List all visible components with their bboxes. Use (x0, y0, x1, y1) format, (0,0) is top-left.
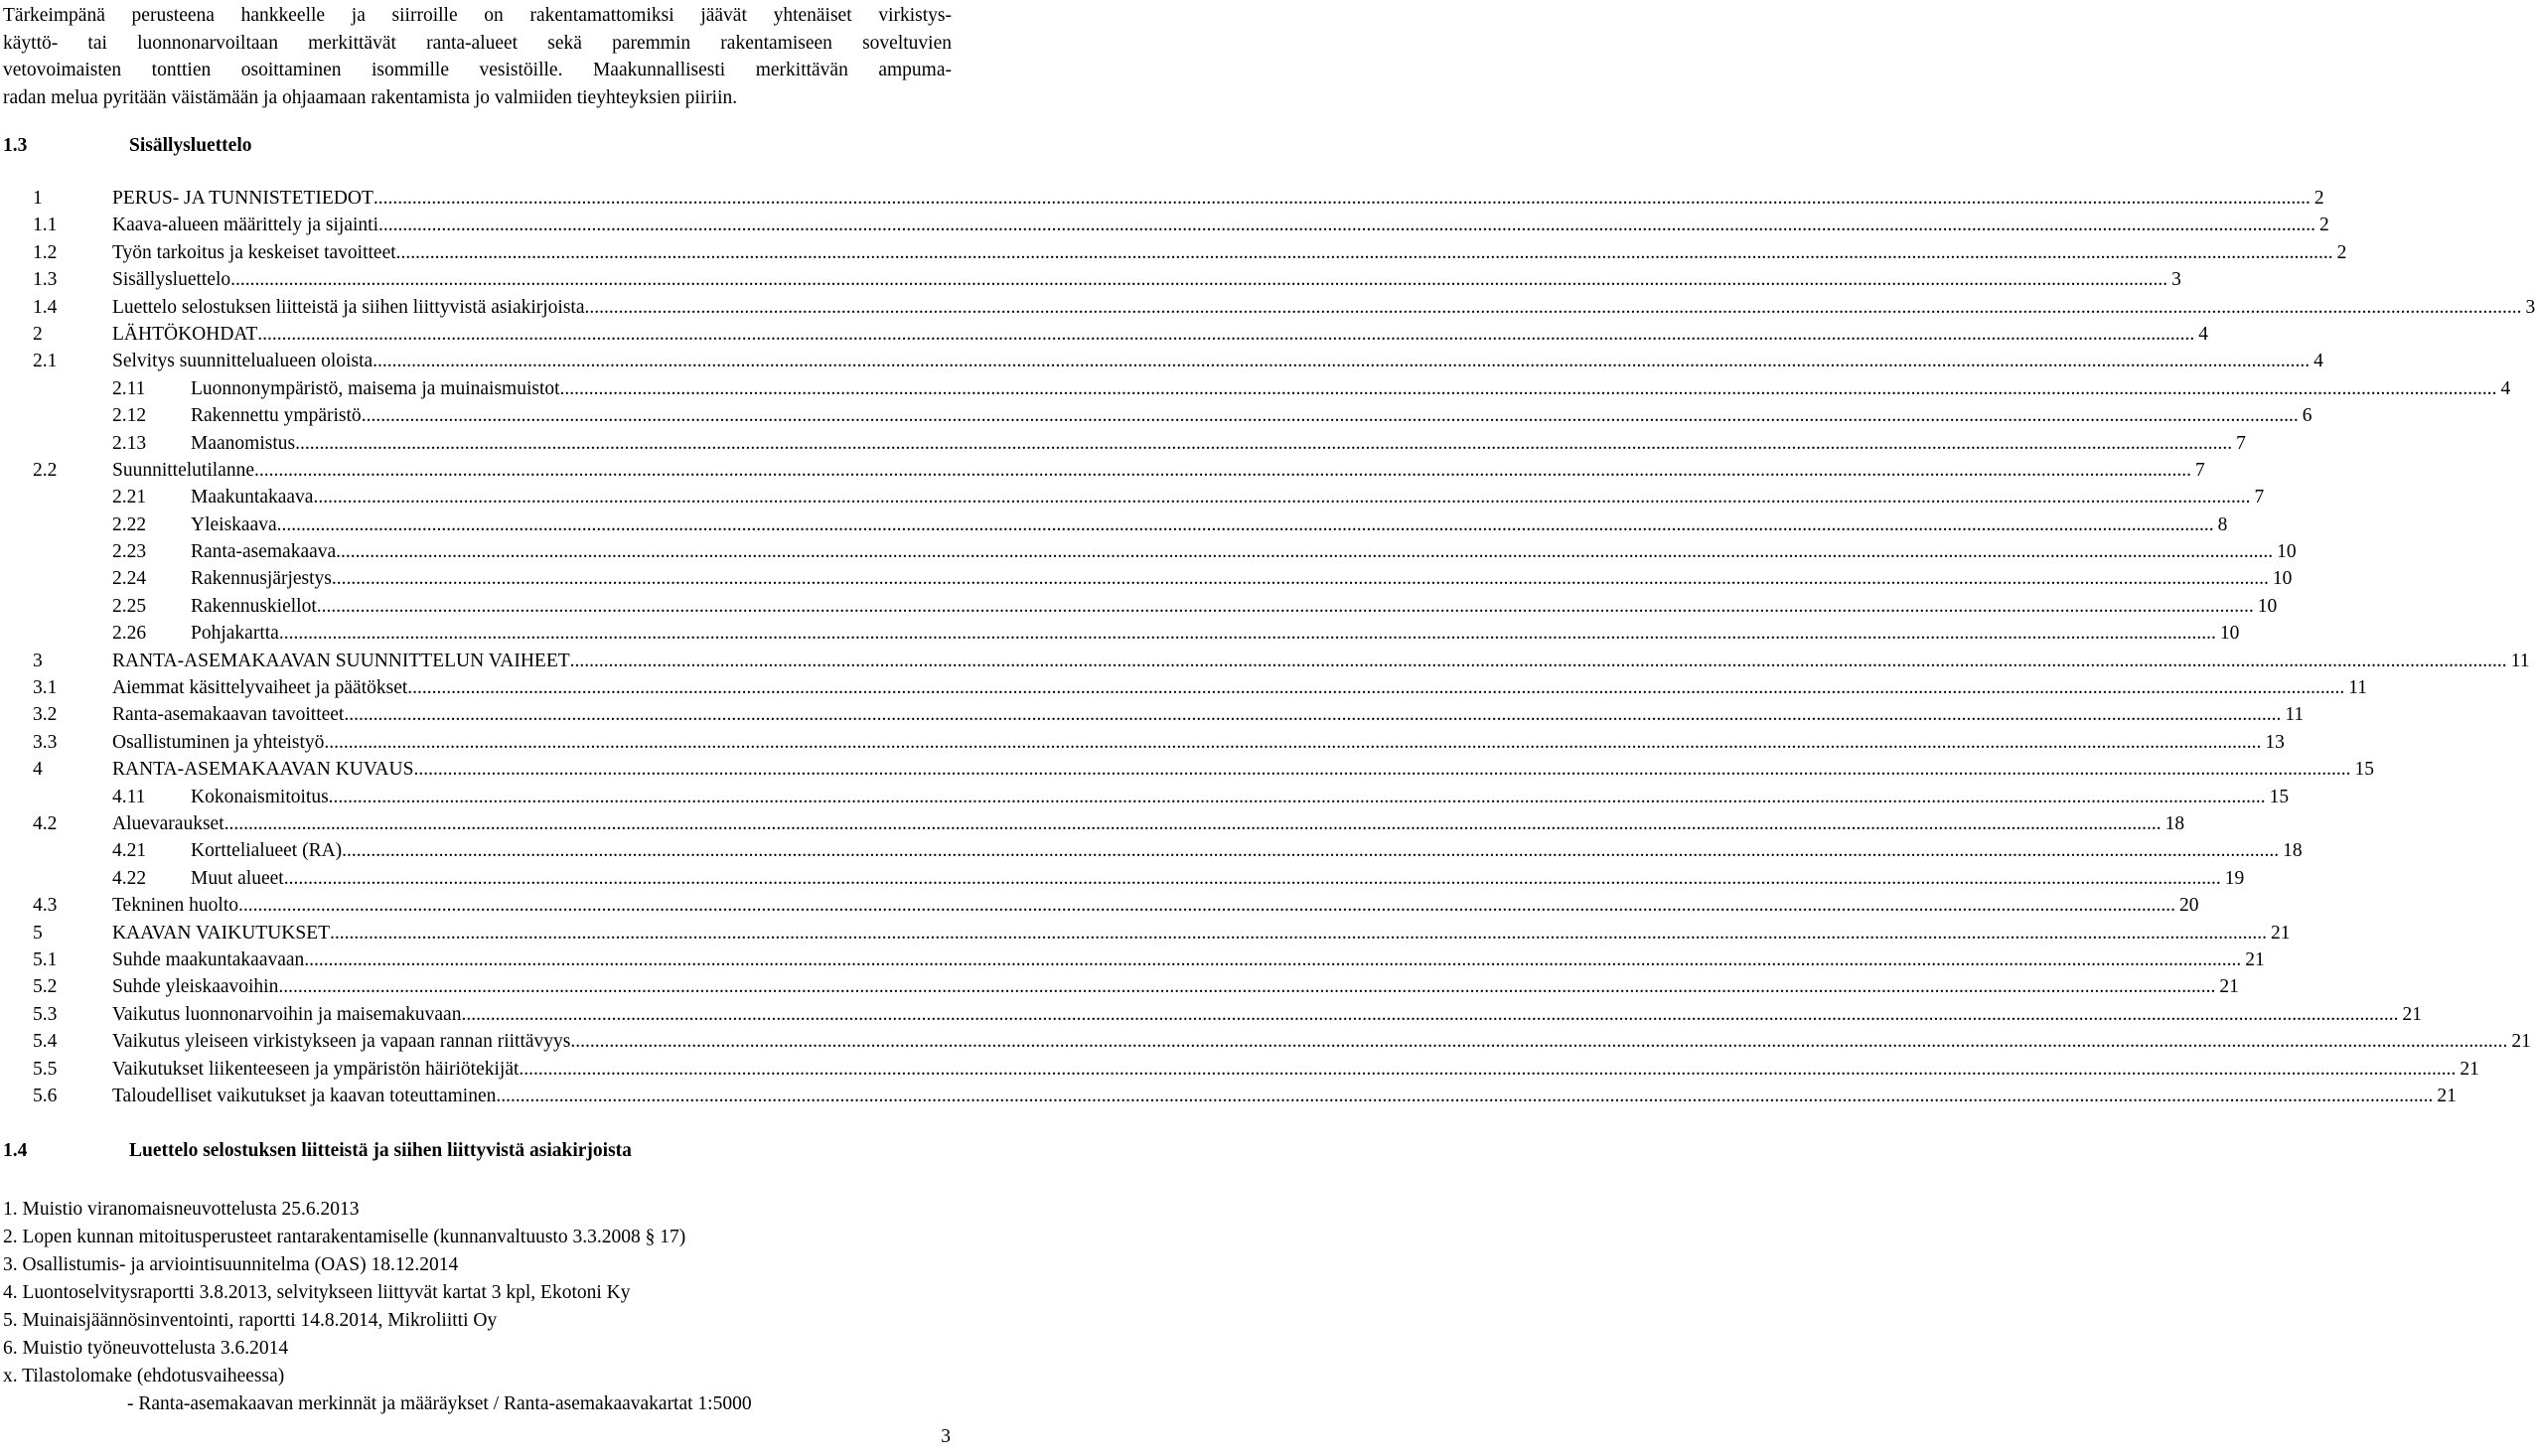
toc-entry-page: 4 (2497, 375, 2511, 402)
toc-entry-number: 2.21 (112, 487, 147, 509)
toc-entry-number: 5.3 (33, 1003, 58, 1025)
appendix-item: x. Tilastolomake (ehdotusvaiheessa) (3, 1366, 285, 1386)
toc-entry-number: 2.26 (112, 623, 147, 645)
toc-entry-title: Kokonaismitoitus (191, 784, 329, 810)
toc-entry (0, 756, 2374, 783)
toc-leader-dots: ................................................................................................................................................................................................................................................................................................................................................................................................................ (361, 405, 2299, 427)
toc-entry (0, 266, 2181, 293)
toc-entry-line (191, 402, 2312, 429)
toc-entry-line (112, 321, 2208, 348)
appendix-item: 5. Muinaisjäännösinventointi, raportti 14.8.2014, Mikroliitti Oy (3, 1310, 498, 1331)
toc-leader-dots: ................................................................................................................................................................................................................................................................................................................................................................................................................ (253, 459, 2191, 481)
page-number: 3 (941, 1426, 951, 1447)
toc-entry-title: Vaikutus luonnonarvoihin ja maisemakuvaan (112, 1001, 461, 1028)
toc-entry-number: 2.13 (112, 432, 147, 454)
toc-entry-page: 10 (2269, 565, 2293, 592)
toc-entry-title: Maanomistus (191, 430, 295, 457)
toc-entry-title: RANTA-ASEMAKAAVAN KUVAUS (112, 756, 413, 783)
toc-entry-title: Suunnittelutilanne (112, 457, 254, 484)
toc-entry (0, 185, 2324, 212)
toc-entry-line (191, 430, 2246, 457)
intro-line: Tärkeimpänä perusteena hankkeelle ja siirroille on rakentamattomiksi jäävät yhtenäiset virkistys- (3, 5, 952, 26)
toc-entry-page: 2 (2333, 239, 2347, 266)
toc-entry-number: 5.4 (33, 1031, 58, 1053)
toc-entry (0, 729, 2285, 756)
toc-entry-page: 11 (2344, 674, 2367, 701)
toc-entry-page: 21 (2398, 1001, 2422, 1028)
toc-leader-dots: ................................................................................................................................................................................................................................................................................................................................................................................................................ (316, 595, 2254, 617)
toc-entry-page: 3 (2167, 266, 2181, 293)
toc-entry-page: 18 (2162, 810, 2185, 837)
intro-line: vetovoimaisten tonttien osoittaminen isommille vesistöille. Maakunnallisesti merkittävän ampuma- (3, 60, 952, 80)
toc-entry (0, 457, 2205, 484)
toc-entry-number: 2 (33, 323, 43, 345)
toc-entry-number: 2.11 (112, 377, 146, 399)
toc-entry-line (112, 648, 2530, 674)
toc-leader-dots: ................................................................................................................................................................................................................................................................................................................................................................................................................ (413, 759, 2351, 781)
toc-entry (0, 565, 2293, 592)
toc-entry-line (112, 946, 2265, 973)
toc-entry-number: 1 (33, 188, 43, 209)
toc-leader-dots: ................................................................................................................................................................................................................................................................................................................................................................................................................ (278, 623, 2216, 645)
toc-leader-dots: ................................................................................................................................................................................................................................................................................................................................................................................................................ (324, 731, 2262, 753)
toc-entry (0, 973, 2239, 1000)
appendix-heading-number: 1.4 (3, 1140, 28, 1161)
toc-entry-title: LÄHTÖKOHDAT (112, 321, 257, 348)
toc-entry (0, 538, 2297, 565)
toc-entry-page: 2 (2311, 185, 2324, 212)
toc-entry (0, 239, 2347, 266)
toc-entry-title: Muut alueet (191, 865, 284, 892)
toc-entry-line (191, 784, 2290, 810)
toc-entry-page: 10 (2216, 620, 2240, 647)
toc-entry-title: Rakennusjärjestys (191, 565, 332, 592)
toc-leader-dots: ................................................................................................................................................................................................................................................................................................................................................................................................................ (295, 432, 2233, 454)
toc-entry-page: 18 (2279, 837, 2303, 864)
toc-entry-number: 1.1 (33, 215, 58, 236)
toc-leader-dots: ................................................................................................................................................................................................................................................................................................................................................................................................................ (278, 976, 2216, 998)
toc-entry (0, 620, 2240, 647)
toc-leader-dots: ................................................................................................................................................................................................................................................................................................................................................................................................................ (395, 241, 2333, 263)
toc-entry (0, 1028, 2531, 1055)
toc-entry-page: 21 (2267, 920, 2291, 946)
toc-entry-number: 4.3 (33, 895, 58, 917)
toc-entry-title: Sisällysluettelo (112, 266, 230, 293)
toc-leader-dots: ................................................................................................................................................................................................................................................................................................................................................................................................................ (584, 296, 2522, 318)
toc-leader-dots: ................................................................................................................................................................................................................................................................................................................................................................................................................ (331, 568, 2269, 590)
toc-leader-dots: ................................................................................................................................................................................................................................................................................................................................................................................................................ (342, 840, 2280, 862)
toc-entry-line (191, 375, 2511, 402)
intro-line: radan melua pyritään väistämään ja ohjaamaan rakentamista jo valmiiden tieyhteyksien piiriin. (3, 86, 738, 108)
toc-entry-number: 2.22 (112, 513, 147, 535)
toc-entry (0, 1056, 2479, 1083)
toc-entry-title: PERUS- JA TUNNISTETIEDOT (112, 185, 373, 212)
toc-entry-line (112, 212, 2329, 238)
toc-entry (0, 511, 2228, 538)
toc-entry-line (112, 892, 2199, 919)
toc-entry-title: Ranta-asemakaavan tavoitteet (112, 701, 344, 728)
toc-entry-page: 7 (2232, 430, 2246, 457)
toc-leader-dots: ................................................................................................................................................................................................................................................................................................................................................................................................................ (569, 650, 2507, 671)
toc-entry-title: Vaikutus yleiseen virkistykseen ja vapaan rannan riittävyys (112, 1028, 570, 1055)
toc-entry (0, 865, 2245, 892)
toc-entry-page: 4 (2194, 321, 2208, 348)
appendix-item: 4. Luontoselvitysraportti 3.8.2013, selvitykseen liittyvät kartat 3 kpl, Ekotoni Ky (3, 1282, 631, 1303)
toc-entry-title: Tekninen huolto (112, 892, 238, 919)
toc-entry-number: 2.2 (33, 459, 58, 481)
toc-entry-line (112, 674, 2368, 701)
table-of-contents (0, 185, 2535, 1109)
toc-entry-title: KAAVAN VAIKUTUKSET (112, 920, 330, 946)
toc-entry-line (112, 1056, 2479, 1083)
toc-entry-page: 19 (2221, 865, 2245, 892)
toc-entry-page: 7 (2250, 484, 2264, 510)
toc-entry-number: 5.1 (33, 948, 58, 970)
toc-entry-title: Rakennuskiellot (191, 593, 317, 620)
toc-entry (0, 593, 2278, 620)
toc-entry (0, 212, 2329, 238)
toc-entry-line (112, 756, 2374, 783)
toc-leader-dots: ................................................................................................................................................................................................................................................................................................................................................................................................................ (328, 786, 2266, 807)
toc-entry-page: 15 (2350, 756, 2374, 783)
toc-entry-page: 2 (2315, 212, 2329, 238)
toc-leader-dots: ................................................................................................................................................................................................................................................................................................................................................................................................................ (313, 487, 2251, 509)
toc-entry-title: Työn tarkoitus ja keskeiset tavoitteet (112, 239, 396, 266)
appendix-heading-title: Luettelo selostuksen liitteistä ja siihen liittyvistä asiakirjoista (129, 1140, 632, 1161)
toc-entry (0, 810, 2185, 837)
toc-entry-page: 21 (2241, 946, 2265, 973)
toc-entry-number: 3 (33, 650, 43, 671)
toc-leader-dots: ................................................................................................................................................................................................................................................................................................................................................................................................................ (373, 188, 2311, 209)
appendix-subitem: - Ranta-asemakaavan merkinnät ja määräykset / Ranta-asemakaavakartat 1:5000 (127, 1393, 752, 1414)
toc-leader-dots: ................................................................................................................................................................................................................................................................................................................................................................................................................ (496, 1085, 2434, 1106)
toc-entry-title: Yleiskaava (191, 511, 277, 538)
toc-entry (0, 321, 2208, 348)
toc-entry-number: 1.4 (33, 296, 58, 318)
toc-entry-line (191, 593, 2278, 620)
toc-entry-page: 21 (2215, 973, 2239, 1000)
toc-entry-title: Vaikutukset liikenteeseen ja ympäristön häiriötekijät (112, 1056, 519, 1083)
toc-entry-title: Pohjakartta (191, 620, 279, 647)
toc-entry (0, 1001, 2422, 1028)
toc-entry-number: 2.1 (33, 351, 58, 372)
appendix-list (3, 1196, 752, 1418)
toc-entry (0, 294, 2535, 321)
toc-entry-title: Luonnonympäristö, maisema ja muinaismuistot (191, 375, 560, 402)
toc-entry-page: 11 (2507, 648, 2530, 674)
toc-entry (0, 892, 2199, 919)
toc-entry-line (112, 920, 2291, 946)
toc-entry-number: 5.6 (33, 1085, 58, 1106)
toc-entry-title: Aiemmat käsittelyvaiheet ja päätökset (112, 674, 407, 701)
toc-entry-page: 21 (2456, 1056, 2479, 1083)
toc-entry-title: Ranta-asemakaava (191, 538, 336, 565)
toc-entry-number: 2.23 (112, 541, 147, 563)
toc-heading-title: Sisällysluettelo (129, 135, 252, 156)
toc-entry-line (112, 1028, 2531, 1055)
toc-entry (0, 946, 2265, 973)
toc-entry-title: Osallistuminen ja yhteistyö (112, 729, 324, 756)
toc-entry-page: 13 (2261, 729, 2285, 756)
toc-leader-dots: ................................................................................................................................................................................................................................................................................................................................................................................................................ (407, 677, 2345, 699)
toc-entry-line (112, 348, 2323, 374)
toc-entry-page: 10 (2273, 538, 2297, 565)
toc-leader-dots: ................................................................................................................................................................................................................................................................................................................................................................................................................ (330, 922, 2268, 944)
toc-entry-line (112, 1083, 2457, 1109)
toc-heading (3, 135, 252, 157)
toc-entry-line (191, 837, 2303, 864)
toc-entry-number: 5 (33, 922, 43, 944)
intro-line: käyttö- tai luonnonarvoiltaan merkittävät ranta-alueet sekä paremmin rakentamiseen soveltuvien (3, 32, 952, 54)
toc-leader-dots: ................................................................................................................................................................................................................................................................................................................................................................................................................ (283, 867, 2221, 889)
appendix-item: 3. Osallistumis- ja arviointisuunnitelma (OAS) 18.12.2014 (3, 1254, 459, 1275)
intro-paragraph (3, 2, 952, 111)
toc-entry-title: Taloudelliset vaikutukset ja kaavan toteuttaminen (112, 1083, 496, 1109)
toc-entry-line (112, 266, 2181, 293)
toc-entry-number: 2.12 (112, 405, 147, 427)
toc-entry-title: Maakuntakaava (191, 484, 313, 510)
toc-entry-title: Luettelo selostuksen liitteistä ja siihen liittyvistä asiakirjoista (112, 294, 585, 321)
toc-entry-number: 2.24 (112, 568, 147, 590)
toc-entry (0, 920, 2291, 946)
toc-entry (0, 430, 2246, 457)
toc-leader-dots: ................................................................................................................................................................................................................................................................................................................................................................................................................ (344, 704, 2282, 726)
toc-leader-dots: ................................................................................................................................................................................................................................................................................................................................................................................................................ (257, 323, 2195, 345)
toc-entry-page: 3 (2522, 294, 2535, 321)
toc-leader-dots: ................................................................................................................................................................................................................................................................................................................................................................................................................ (304, 948, 2242, 970)
toc-leader-dots: ................................................................................................................................................................................................................................................................................................................................................................................................................ (230, 269, 2168, 291)
toc-entry-line (112, 973, 2239, 1000)
toc-entry-title: Suhde maakuntakaavaan (112, 946, 304, 973)
toc-leader-dots: ................................................................................................................................................................................................................................................................................................................................................................................................................ (519, 1058, 2457, 1080)
toc-entry-page: 21 (2433, 1083, 2457, 1109)
toc-entry-line (112, 185, 2324, 212)
toc-entry-line (191, 511, 2228, 538)
appendix-item: 2. Lopen kunnan mitoitusperusteet rantarakentamiselle (kunnanvaltuusto 3.3.2008 § 17) (3, 1227, 686, 1247)
toc-entry-title: Aluevaraukset (112, 810, 224, 837)
toc-entry-page: 21 (2507, 1028, 2531, 1055)
toc-entry-line (191, 620, 2240, 647)
toc-entry-title: Rakennettu ympäristö (191, 402, 362, 429)
toc-leader-dots: ................................................................................................................................................................................................................................................................................................................................................................................................................ (570, 1031, 2508, 1053)
toc-entry (0, 484, 2265, 510)
toc-entry-number: 4.11 (112, 786, 146, 807)
toc-entry-line (112, 729, 2285, 756)
appendix-heading (3, 1140, 632, 1162)
toc-entry (0, 402, 2312, 429)
toc-entry-number: 5.2 (33, 976, 58, 998)
toc-leader-dots: ................................................................................................................................................................................................................................................................................................................................................................................................................ (373, 351, 2311, 372)
toc-leader-dots: ................................................................................................................................................................................................................................................................................................................................................................................................................ (276, 513, 2214, 535)
toc-entry-title: Kaava-alueen määrittely ja sijainti (112, 212, 378, 238)
toc-entry (0, 648, 2530, 674)
toc-entry-page: 11 (2281, 701, 2304, 728)
toc-entry-line (112, 294, 2535, 321)
toc-entry-page: 8 (2214, 511, 2228, 538)
toc-entry-number: 3.1 (33, 677, 58, 699)
toc-entry-line (112, 457, 2205, 484)
toc-entry-line (191, 865, 2245, 892)
toc-entry (0, 674, 2368, 701)
toc-entry-title: Suhde yleiskaavoihin (112, 973, 278, 1000)
toc-entry-number: 4.2 (33, 812, 58, 834)
toc-entry (0, 701, 2305, 728)
toc-entry-page: 7 (2191, 457, 2205, 484)
toc-entry-page: 4 (2310, 348, 2323, 374)
toc-entry-title: Korttelialueet (RA) (191, 837, 342, 864)
toc-entry (0, 375, 2511, 402)
toc-entry (0, 837, 2303, 864)
toc-leader-dots: ................................................................................................................................................................................................................................................................................................................................................................................................................ (461, 1003, 2399, 1025)
toc-entry-page: 15 (2266, 784, 2290, 810)
toc-entry-number: 3.3 (33, 731, 58, 753)
toc-entry-number: 1.2 (33, 241, 58, 263)
toc-entry-number: 1.3 (33, 269, 58, 291)
toc-entry-line (112, 810, 2185, 837)
toc-entry-number: 4 (33, 759, 43, 781)
toc-entry-page: 20 (2175, 892, 2199, 919)
toc-leader-dots: ................................................................................................................................................................................................................................................................................................................................................................................................................ (224, 812, 2162, 834)
toc-entry-line (191, 565, 2293, 592)
toc-entry-title: Selvitys suunnittelualueen oloista (112, 348, 373, 374)
toc-heading-number: 1.3 (3, 135, 28, 156)
toc-entry-number: 3.2 (33, 704, 58, 726)
toc-entry-number: 4.21 (112, 840, 147, 862)
toc-entry-page: 6 (2299, 402, 2312, 429)
appendix-item: 6. Muistio työneuvottelusta 3.6.2014 (3, 1338, 289, 1359)
toc-entry-page: 10 (2254, 593, 2278, 620)
toc-leader-dots: ................................................................................................................................................................................................................................................................................................................................................................................................................ (559, 377, 2497, 399)
toc-entry-number: 2.25 (112, 595, 147, 617)
toc-entry-number: 5.5 (33, 1058, 58, 1080)
toc-entry-line (112, 1001, 2422, 1028)
toc-entry-line (112, 701, 2305, 728)
toc-entry (0, 348, 2323, 374)
toc-leader-dots: ................................................................................................................................................................................................................................................................................................................................................................................................................ (336, 541, 2274, 563)
toc-entry-number: 4.22 (112, 867, 147, 889)
toc-leader-dots: ................................................................................................................................................................................................................................................................................................................................................................................................................ (378, 215, 2316, 236)
appendix-item: 1. Muistio viranomaisneuvottelusta 25.6.2013 (3, 1199, 360, 1220)
toc-entry-line (191, 538, 2297, 565)
toc-leader-dots: ................................................................................................................................................................................................................................................................................................................................................................................................................ (238, 895, 2175, 917)
toc-entry (0, 784, 2290, 810)
toc-entry-title: RANTA-ASEMAKAAVAN SUUNNITTELUN VAIHEET (112, 648, 570, 674)
toc-entry (0, 1083, 2457, 1109)
toc-entry-line (191, 484, 2265, 510)
toc-entry-line (112, 239, 2347, 266)
